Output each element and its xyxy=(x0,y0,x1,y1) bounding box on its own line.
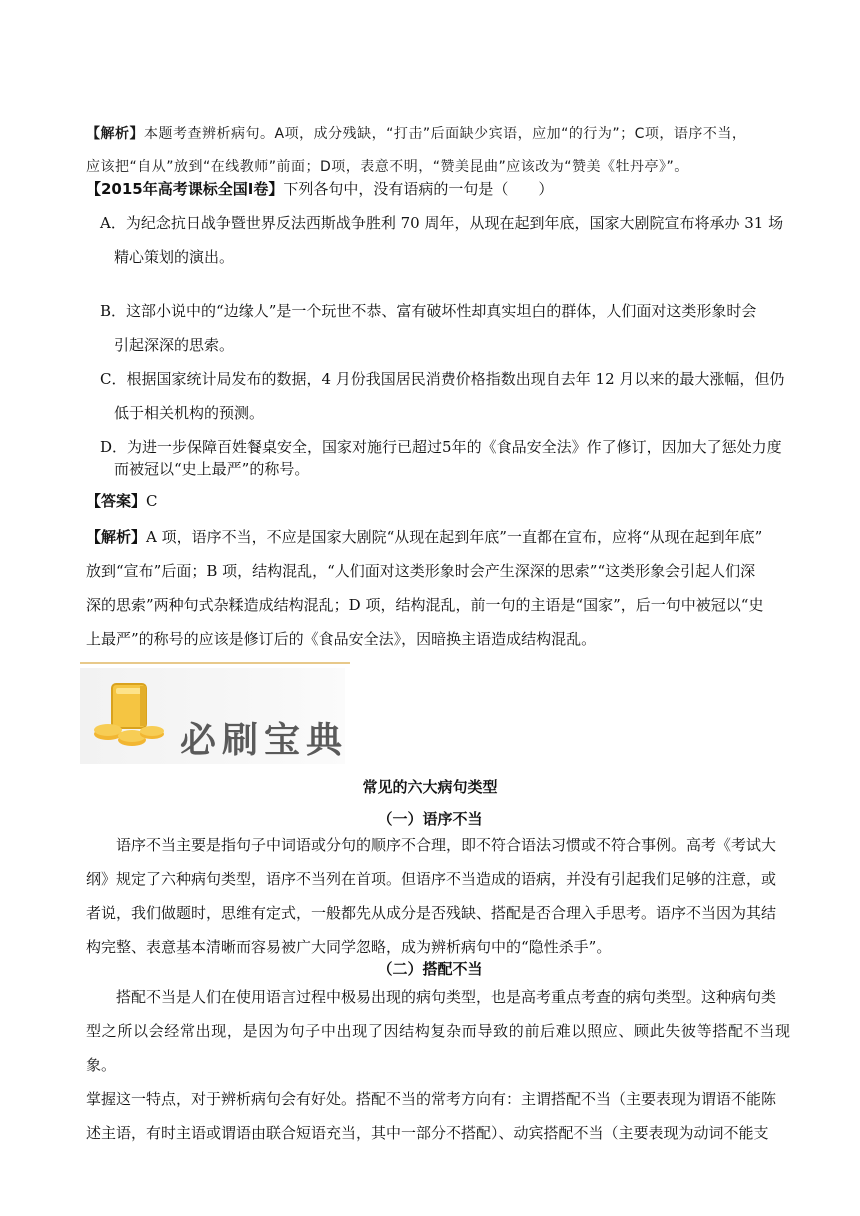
question-source: 【2015年高考课标全国Ⅰ卷】 xyxy=(86,180,284,198)
subsection-1-title: （一）语序不当 xyxy=(377,810,483,828)
analysis-line-4: 上最严”的称号的应该是修订后的《食品安全法》，因暗换主语造成结构混乱。 xyxy=(86,630,597,648)
subsection-2-title: （二）搭配不当 xyxy=(377,960,483,978)
question-heading xyxy=(86,172,553,206)
sub1-line-2: 纲》规定了六种病句类型，语序不当列在首项。但语序不当造成的语病，并没有引起我们足够的注意，或 xyxy=(86,870,777,888)
option-b-line-1: B．这部小说中的“边缘人”是一个玩世不恭、富有破坏性却真实坦白的群体，人们面对这类形象时会 xyxy=(100,302,757,320)
option-c-line-1: C．根据国家统计局发布的数据，4 月份我国居民消费价格指数出现自去年 12 月以来的最大涨幅，但仍 xyxy=(100,370,785,388)
option-c-line-2: 低于相关机构的预测。 xyxy=(114,404,265,422)
banner-top-rule xyxy=(80,662,350,664)
option-d-line-1: D．为进一步保障百姓餐桌安全，国家对施行已超过5年的《食品安全法》作了修订，因加大了惩处力度 xyxy=(100,438,782,456)
analysis-paragraph xyxy=(86,520,790,656)
subsection-2-paragraph xyxy=(86,980,790,1150)
analysis-line-2: 放到“宣布”后面；B 项，结构混乱，“人们面对这类形象时会产生深深的思索”“这类形象会引起人们深 xyxy=(86,562,756,580)
option-a-line-1: A．为纪念抗日战争暨世界反法西斯战争胜利 70 周年，从现在起到年底，国家大剧院宣布将承办 31 场 xyxy=(100,214,784,232)
scanned-line-1 xyxy=(86,123,746,143)
sub2-line-1: 搭配不当是人们在使用语言过程中极易出现的病句类型，也是高考重点考查的病句类型。这种病句类 xyxy=(116,988,777,1006)
option-b-line-2: 引起深深的思索。 xyxy=(114,336,235,354)
answer-value: C xyxy=(146,492,158,510)
answer-label: 【答案】 xyxy=(86,492,147,510)
book-coins-icon xyxy=(86,678,176,758)
scanned-analysis-label: 【解析】 xyxy=(86,126,144,142)
answer-line xyxy=(86,484,158,518)
analysis-line-3: 深的思索”两种句式杂糅造成结构混乱；D 项，结构混乱，前一句的主语是“国家”，后一句中被冠以“史 xyxy=(86,596,764,614)
bishua-baodian-banner xyxy=(80,662,350,766)
sub2-line-3: 掌握这一特点，对于辨析病句会有好处。搭配不当的常考方向有：主谓搭配不当（主要表现为谓语不能陈 xyxy=(86,1090,777,1108)
sub2-line-2: 型之所以会经常出现，是因为句子中出现了因结构复杂而导致的前后难以照应、顾此失彼等搭配不当现象。 xyxy=(86,1022,790,1074)
scanned-line-2: 应该把“自从”放到“在线教师”前面；D项，表意不明，“赞美昆曲”应该改为“赞美《牡丹亭》”。 xyxy=(86,159,689,175)
option-a-line-2: 精心策划的演出。 xyxy=(114,248,235,266)
question-stem: 下列各句中，没有语病的一句是（ ） xyxy=(283,180,554,198)
sub1-line-1: 语序不当主要是指句子中词语或分句的顺序不合理，即不符合语法习惯或不符合事例。高考《考试大 xyxy=(116,836,777,854)
sub2-line-4: 述主语，有时主语或谓语由联合短语充当，其中一部分不搭配）、动宾搭配不当（主要表现为动词不能支 xyxy=(86,1124,769,1142)
banner-title: 必刷宝典 xyxy=(180,720,349,761)
option-d-line-2: 而被冠以“史上最严”的称号。 xyxy=(114,460,310,478)
section-title: 常见的六大病句类型 xyxy=(362,778,498,796)
sub1-line-3: 者说，我们做题时，思维有定式，一般都先从成分是否残缺、搭配是否合理入手思考。语序不当因为其结 xyxy=(86,904,777,922)
analysis-line-1: 【解析】A 项，语序不当，不应是国家大剧院“从现在起到年底”一直都在宣布，应将“从现在起到年底” xyxy=(86,528,763,546)
analysis-label: 【解析】 xyxy=(86,528,147,546)
subsection-1-paragraph xyxy=(86,828,790,964)
sub1-line-4: 构完整、表意基本清晰而容易被广大同学忽略，成为辨析病句中的“隐性杀手”。 xyxy=(86,938,612,956)
scanned-line-1-text: 本题考查辨析病句。A项，成分残缺，“打击”后面缺少宾语，应加“的行为”；C项，语序不当， xyxy=(144,126,747,142)
